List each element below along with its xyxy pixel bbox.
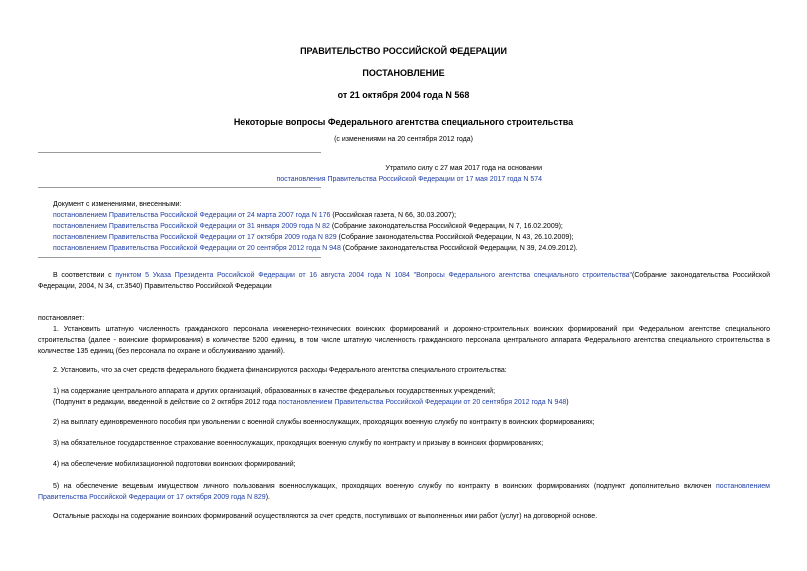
amendment-link[interactable]: постановлением Правительства Российской Федерации от 17 октября 2009 года N 829 — [53, 234, 337, 241]
amendment-item — [53, 211, 456, 220]
subitem-1-note: (Подпункт в редакции, введенной в действие со 2 октября 2012 года постановлением Правительства Российской Федерации от 20 сентября 2012 года N 948) — [53, 399, 569, 406]
changes-note: (с изменениями на 20 сентября 2012 года) — [334, 136, 473, 143]
amendment-link[interactable]: постановлением Правительства Российской Федерации от 20 сентября 2012 года N 948 — [278, 399, 567, 406]
document-type: ПОСТАНОВЛЕНИЕ — [362, 68, 445, 78]
amendment-link[interactable]: постановлением Правительства Российской Федерации от 17 октября 2009 года N 829 — [38, 483, 770, 501]
amendments-intro: Документ с изменениями, внесенными: — [53, 201, 182, 208]
divider — [38, 257, 321, 258]
issuing-authority: ПРАВИТЕЛЬСТВО РОССИЙСКОЙ ФЕДЕРАЦИИ — [300, 46, 507, 56]
document-title: Некоторые вопросы Федерального агентства специального строительства — [233, 117, 574, 127]
paragraph-2: 2. Установить, что за счет средств федерального бюджета финансируются расходы Федерального агентства специального строительства: — [53, 367, 507, 374]
amendment-item — [53, 244, 578, 253]
expired-note: Утратило силу с 27 мая 2017 года на основании — [385, 165, 542, 172]
divider — [38, 152, 321, 153]
amendment-source: (Собрание законодательства Российской Федерации, N 43, 26.10.2009); — [336, 234, 574, 241]
document-date-number: от 21 октября 2004 года N 568 — [337, 90, 470, 100]
subitem-3: 3) на обязательное государственное страхование военнослужащих, проходящих военную службу по контракту и призыву в воинских формированиях; — [53, 440, 544, 447]
decree-link[interactable]: пунктом 5 Указа Президента Российской Федерации от 16 августа 2004 года N 1084 "Вопросы Федерального агентства специального строительства" — [115, 272, 633, 279]
closing-paragraph: Остальные расходы на содержание воинских формирований осуществляются за счет средств, поступивших от выполненных ими работ (услуг) на договорной основе. — [53, 513, 598, 520]
subitem-5: 5) на обеспечение вещевым имуществом личного пользования военнослужащих, проходящих военную службу по контракту в воинских формированиях (подпункт дополнительно включен постановлением Правительства Российской Федерации от 17 октября 2009 года N 829). — [38, 483, 770, 501]
subitem-2: 2) на выплату единовременного пособия при увольнении с военной службы военнослужащих, проходящих военную службу по контракту в воинских формированиях; — [53, 419, 595, 426]
amendment-link[interactable]: постановлением Правительства Российской Федерации от 31 января 2009 года N 82 — [53, 223, 330, 230]
amendment-source: (Собрание законодательства Российской Федерации, N 7, 16.02.2009); — [329, 223, 563, 230]
amendment-link[interactable]: постановлением Правительства Российской Федерации от 24 марта 2007 года N 176 — [53, 212, 331, 219]
amendment-link[interactable]: постановлением Правительства Российской Федерации от 20 сентября 2012 года N 948 — [53, 245, 341, 252]
paragraph-1: 1. Установить штатную численность гражданского персонала инженерно-технических воинских формирований и дорожно-строительных воинских формирований при Федеральном агентстве специального строительства (далее - воинские формирования) в количестве 5200 единиц, в том числе штатную численность гражданского персонала центрального аппарата Федерального агентства специального строительства в количестве 135 единиц (без персонала по охране и обслуживанию зданий). — [38, 326, 770, 355]
amendment-source: (Собрание законодательства Российской Федерации, N 39, 24.09.2012). — [340, 245, 578, 252]
amendment-item — [53, 233, 574, 242]
divider — [38, 187, 321, 188]
subitem-1: 1) на содержание центрального аппарата и других организаций, образованных в качестве федеральных государственных учреждений; — [53, 388, 496, 395]
amendment-item — [53, 222, 563, 231]
amendment-source: (Российская газета, N 66, 30.03.2007); — [330, 212, 457, 219]
subitem-4: 4) на обеспечение мобилизационной подготовки воинских формирований; — [53, 461, 296, 468]
expired-basis-link[interactable]: постановления Правительства Российской Федерации от 17 мая 2017 года N 574 — [276, 176, 542, 183]
preamble: В соответствии с пунктом 5 Указа Президента Российской Федерации от 16 августа 2004 года N 1084 "Вопросы Федерального агентства специального строительства"(Собрание законодательства Российской Федерации, 2004, N 34, ст.3540) Правительство Российской Федерации — [38, 272, 770, 290]
decides-text: постановляет: — [38, 315, 85, 322]
